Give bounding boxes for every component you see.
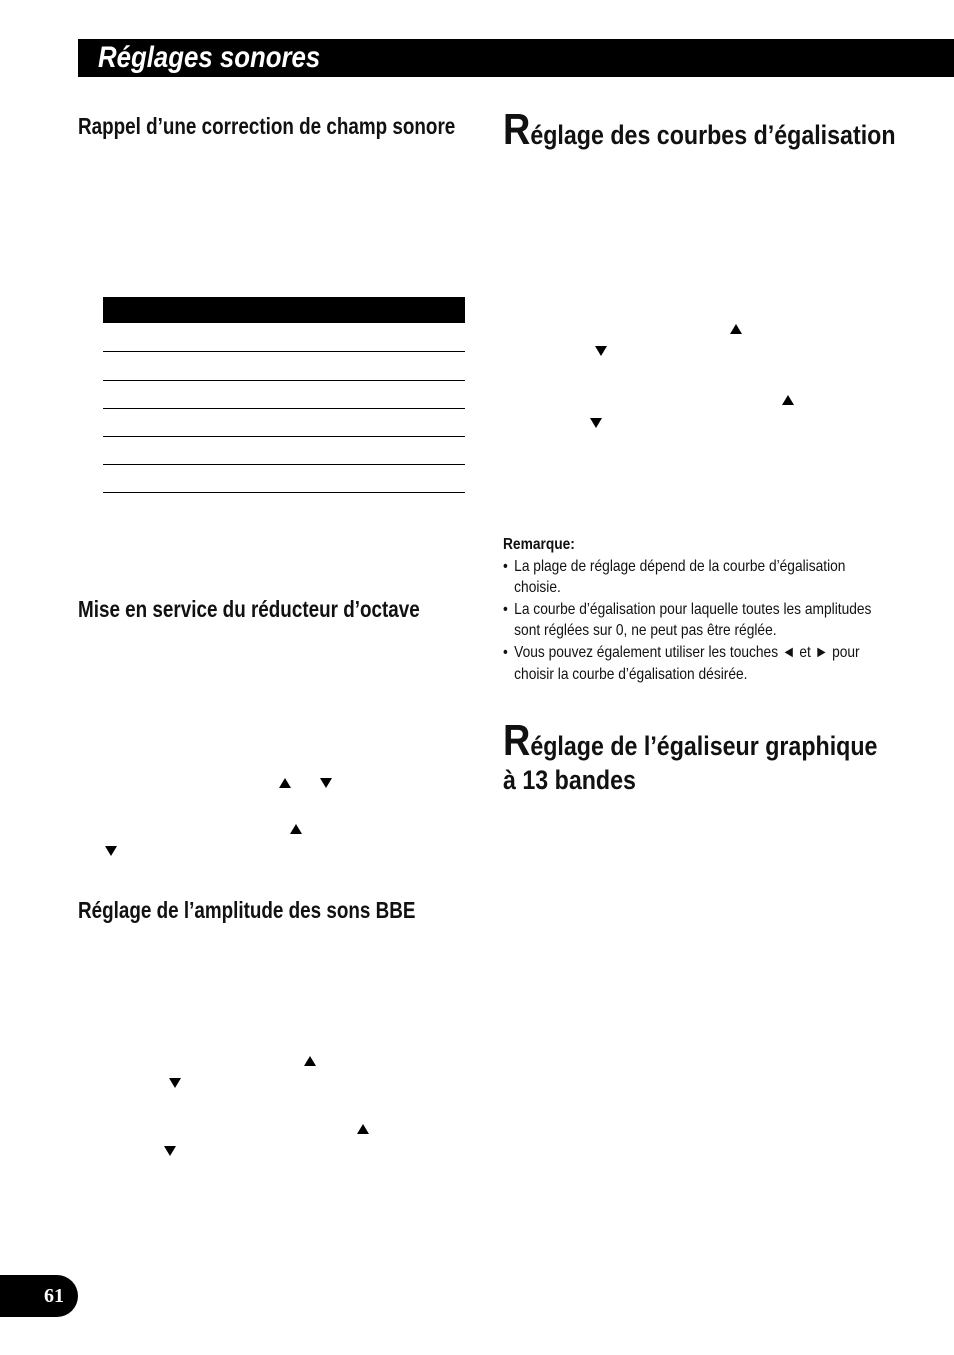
heading-octave-reducer: Mise en service du réducteur d’octave [78,596,420,622]
bullet: • [503,557,508,575]
heading-eq-curve-adjustment [503,105,896,154]
triangle-down-icon [590,418,602,428]
note-block [503,534,903,685]
dropcap-letter: R [503,105,531,154]
triangle-down-icon [169,1078,181,1088]
bullet: • [503,643,508,661]
note-item [503,556,894,599]
table-row-rule [103,492,465,493]
table-row-rule [103,436,465,437]
note-item [503,599,894,642]
heading-sound-field-recall: Rappel d’une correction de champ sonore [78,113,456,139]
page-title: Réglages sonores [98,41,321,74]
note-item-text: La courbe d’égalisation pour laquelle toutes les amplitudes sont réglées sur 0, ne peut pas être réglée. [514,600,872,640]
triangle-up-icon [304,1056,316,1066]
triangle-up-icon [357,1124,369,1134]
heading-bbe-level: Réglage de l’amplitude des sons BBE [78,897,416,923]
dropcap-letter: R [503,716,531,765]
heading-text-line1: églage de l’égaliseur graphique [530,731,878,761]
triangle-down-icon [320,778,332,788]
triangle-up-icon [290,824,302,834]
title-banner [78,39,954,77]
triangle-down-icon [105,846,117,856]
triangle-up-icon [730,324,742,334]
table-row-rule [103,408,465,409]
table-row-rule [103,351,465,352]
table-row-rule [103,380,465,381]
heading-graphic-equalizer [503,716,878,797]
note-item-text: Vous pouvez également utiliser les touches ◄ et ► pour choisir la courbe d’égalisation désirée. [514,643,860,683]
bullet: • [503,600,508,618]
note-item [503,642,894,685]
table-row-rule [103,464,465,465]
note-list [503,556,903,686]
triangle-up-icon [782,395,794,405]
triangle-down-icon [595,346,607,356]
table-header-bar [103,297,465,323]
triangle-up-icon [279,778,291,788]
triangle-down-icon [164,1146,176,1156]
note-item-text: La plage de réglage dépend de la courbe d’égalisation choisie. [514,557,846,597]
page-number-tab [0,1275,78,1317]
note-title: Remarque: [503,536,575,553]
page-number: 61 [44,1285,64,1307]
heading-text-line2: à 13 bandes [503,765,636,795]
heading-text: églage des courbes d’égalisation [530,120,896,150]
